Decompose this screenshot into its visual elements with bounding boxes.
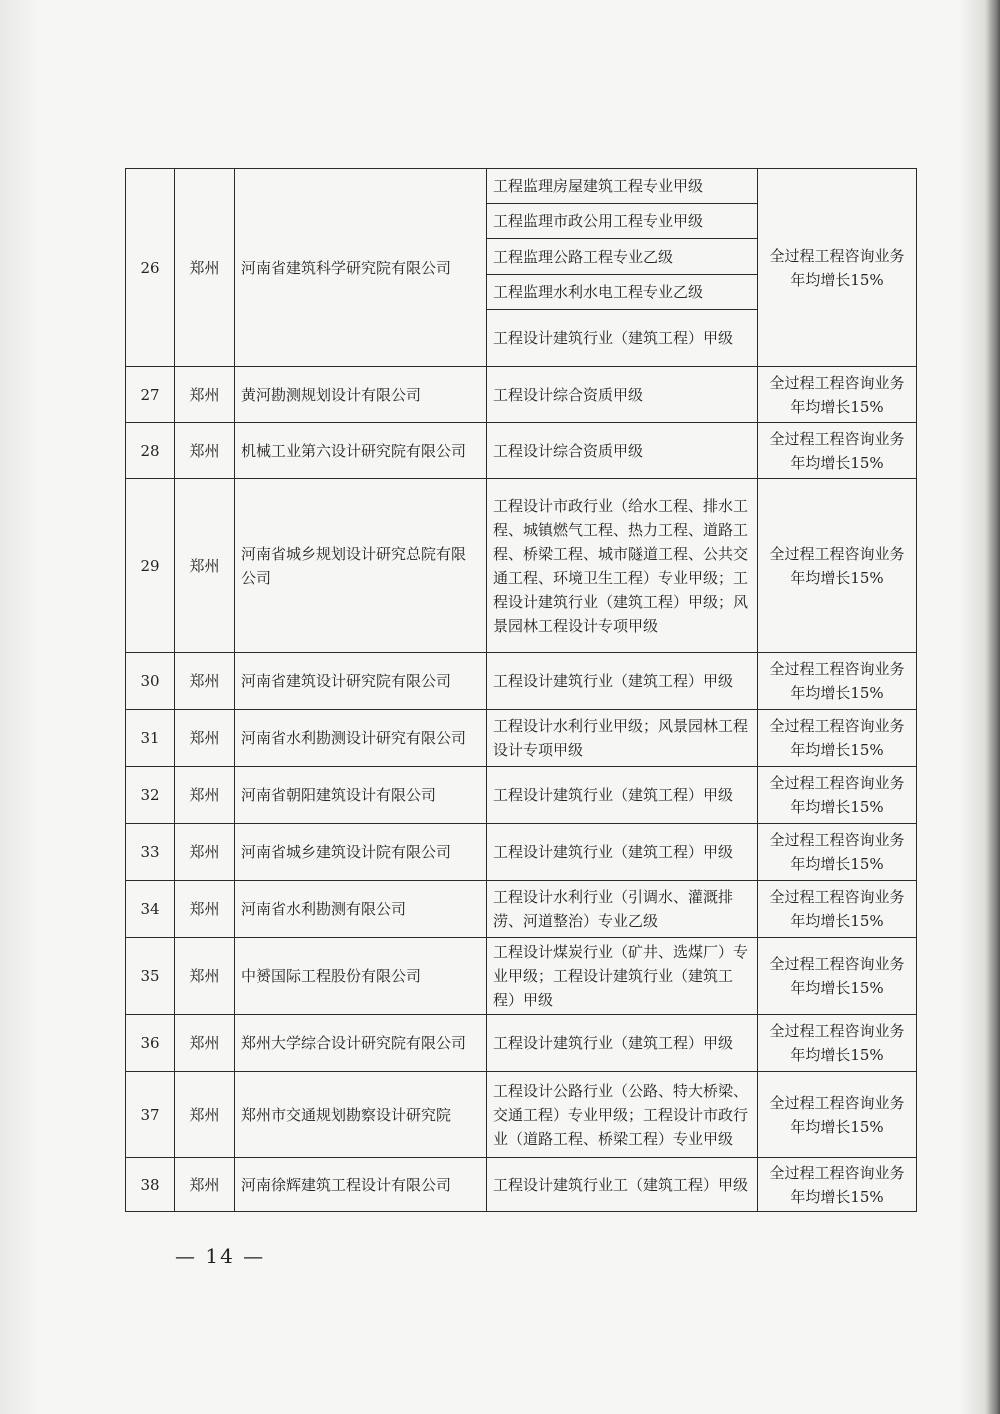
row-company: 郑州大学综合设计研究院有限公司 bbox=[235, 1015, 487, 1072]
row-number: 28 bbox=[126, 423, 175, 479]
row-goal: 全过程工程咨询业务年均增长15% bbox=[758, 169, 917, 367]
row-company: 河南省水利勘测设计研究有限公司 bbox=[235, 710, 487, 767]
row-number: 34 bbox=[126, 881, 175, 938]
table-row bbox=[126, 479, 917, 653]
row-company: 河南省建筑设计研究院有限公司 bbox=[235, 653, 487, 710]
row-goal: 全过程工程咨询业务年均增长15% bbox=[758, 479, 917, 653]
row-qualification: 工程监理水利水电工程专业乙级 bbox=[487, 275, 758, 310]
row-city: 郑州 bbox=[175, 767, 235, 824]
table-row bbox=[126, 169, 917, 204]
row-city: 郑州 bbox=[175, 423, 235, 479]
row-company: 机械工业第六设计研究院有限公司 bbox=[235, 423, 487, 479]
row-number: 38 bbox=[126, 1158, 175, 1212]
row-number: 27 bbox=[126, 367, 175, 423]
row-city: 郑州 bbox=[175, 938, 235, 1015]
row-qualification: 工程监理房屋建筑工程专业甲级 bbox=[487, 169, 758, 204]
row-qualification: 工程设计水利行业甲级；风景园林工程设计专项甲级 bbox=[487, 710, 758, 767]
row-number: 33 bbox=[126, 824, 175, 881]
row-number: 26 bbox=[126, 169, 175, 367]
row-company: 河南省朝阳建筑设计有限公司 bbox=[235, 767, 487, 824]
table-row bbox=[126, 824, 917, 881]
table-row bbox=[126, 1015, 917, 1072]
row-city: 郑州 bbox=[175, 367, 235, 423]
row-goal: 全过程工程咨询业务年均增长15% bbox=[758, 881, 917, 938]
row-number: 32 bbox=[126, 767, 175, 824]
row-qualification: 工程设计建筑行业（建筑工程）甲级 bbox=[487, 824, 758, 881]
scan-edge-shadow bbox=[986, 0, 1000, 1414]
row-goal: 全过程工程咨询业务年均增长15% bbox=[758, 710, 917, 767]
row-qualification: 工程监理市政公用工程专业甲级 bbox=[487, 204, 758, 239]
row-number: 31 bbox=[126, 710, 175, 767]
row-company: 河南省水利勘测有限公司 bbox=[235, 881, 487, 938]
row-qualification: 工程设计综合资质甲级 bbox=[487, 367, 758, 423]
row-qualification: 工程设计公路行业（公路、特大桥梁、交通工程）专业甲级；工程设计市政行业（道路工程、桥梁工程）专业甲级 bbox=[487, 1072, 758, 1158]
row-goal: 全过程工程咨询业务年均增长15% bbox=[758, 423, 917, 479]
row-qualification: 工程设计水利行业（引调水、灌溉排涝、河道整治）专业乙级 bbox=[487, 881, 758, 938]
page-number: — 14 — bbox=[175, 1244, 266, 1268]
table-row bbox=[126, 881, 917, 938]
row-goal: 全过程工程咨询业务年均增长15% bbox=[758, 367, 917, 423]
row-goal: 全过程工程咨询业务年均增长15% bbox=[758, 938, 917, 1015]
table-row bbox=[126, 1072, 917, 1158]
row-city: 郑州 bbox=[175, 1015, 235, 1072]
table-row bbox=[126, 367, 917, 423]
row-company: 郑州市交通规划勘察设计研究院 bbox=[235, 1072, 487, 1158]
row-city: 郑州 bbox=[175, 881, 235, 938]
row-qualification: 工程监理公路工程专业乙级 bbox=[487, 239, 758, 275]
table-row bbox=[126, 938, 917, 1015]
row-qualification: 工程设计建筑行业（建筑工程）甲级 bbox=[487, 310, 758, 367]
row-company: 黄河勘测规划设计有限公司 bbox=[235, 367, 487, 423]
row-company: 河南省城乡规划设计研究总院有限公司 bbox=[235, 479, 487, 653]
table-row bbox=[126, 1158, 917, 1212]
row-city: 郑州 bbox=[175, 710, 235, 767]
row-company: 河南省城乡建筑设计院有限公司 bbox=[235, 824, 487, 881]
row-qualification: 工程设计建筑行业（建筑工程）甲级 bbox=[487, 653, 758, 710]
row-city: 郑州 bbox=[175, 479, 235, 653]
row-number: 30 bbox=[126, 653, 175, 710]
row-goal: 全过程工程咨询业务年均增长15% bbox=[758, 767, 917, 824]
row-goal: 全过程工程咨询业务年均增长15% bbox=[758, 1072, 917, 1158]
row-goal: 全过程工程咨询业务年均增长15% bbox=[758, 1015, 917, 1072]
row-number: 37 bbox=[126, 1072, 175, 1158]
table-row bbox=[126, 653, 917, 710]
row-city: 郑州 bbox=[175, 1158, 235, 1212]
row-city: 郑州 bbox=[175, 824, 235, 881]
row-number: 36 bbox=[126, 1015, 175, 1072]
row-number: 29 bbox=[126, 479, 175, 653]
row-goal: 全过程工程咨询业务年均增长15% bbox=[758, 1158, 917, 1212]
row-city: 郑州 bbox=[175, 1072, 235, 1158]
table-row bbox=[126, 710, 917, 767]
row-city: 郑州 bbox=[175, 653, 235, 710]
row-goal: 全过程工程咨询业务年均增长15% bbox=[758, 653, 917, 710]
row-qualification: 工程设计综合资质甲级 bbox=[487, 423, 758, 479]
row-qualification: 工程设计市政行业（给水工程、排水工程、城镇燃气工程、热力工程、道路工程、桥梁工程、城市隧道工程、公共交通工程、环境卫生工程）专业甲级；工程设计建筑行业（建筑工程）甲级；风景园林工程设计专项甲级 bbox=[487, 479, 758, 653]
row-company: 河南徐辉建筑工程设计有限公司 bbox=[235, 1158, 487, 1212]
row-company: 中赟国际工程股份有限公司 bbox=[235, 938, 487, 1015]
table-row bbox=[126, 423, 917, 479]
row-qualification: 工程设计煤炭行业（矿井、选煤厂）专业甲级；工程设计建筑行业（建筑工程）甲级 bbox=[487, 938, 758, 1015]
row-number: 35 bbox=[126, 938, 175, 1015]
enterprise-table bbox=[125, 168, 917, 1212]
row-qualification: 工程设计建筑行业工（建筑工程）甲级 bbox=[487, 1158, 758, 1212]
table-row bbox=[126, 767, 917, 824]
row-company: 河南省建筑科学研究院有限公司 bbox=[235, 169, 487, 367]
row-goal: 全过程工程咨询业务年均增长15% bbox=[758, 824, 917, 881]
row-city: 郑州 bbox=[175, 169, 235, 367]
row-qualification: 工程设计建筑行业（建筑工程）甲级 bbox=[487, 1015, 758, 1072]
row-qualification: 工程设计建筑行业（建筑工程）甲级 bbox=[487, 767, 758, 824]
